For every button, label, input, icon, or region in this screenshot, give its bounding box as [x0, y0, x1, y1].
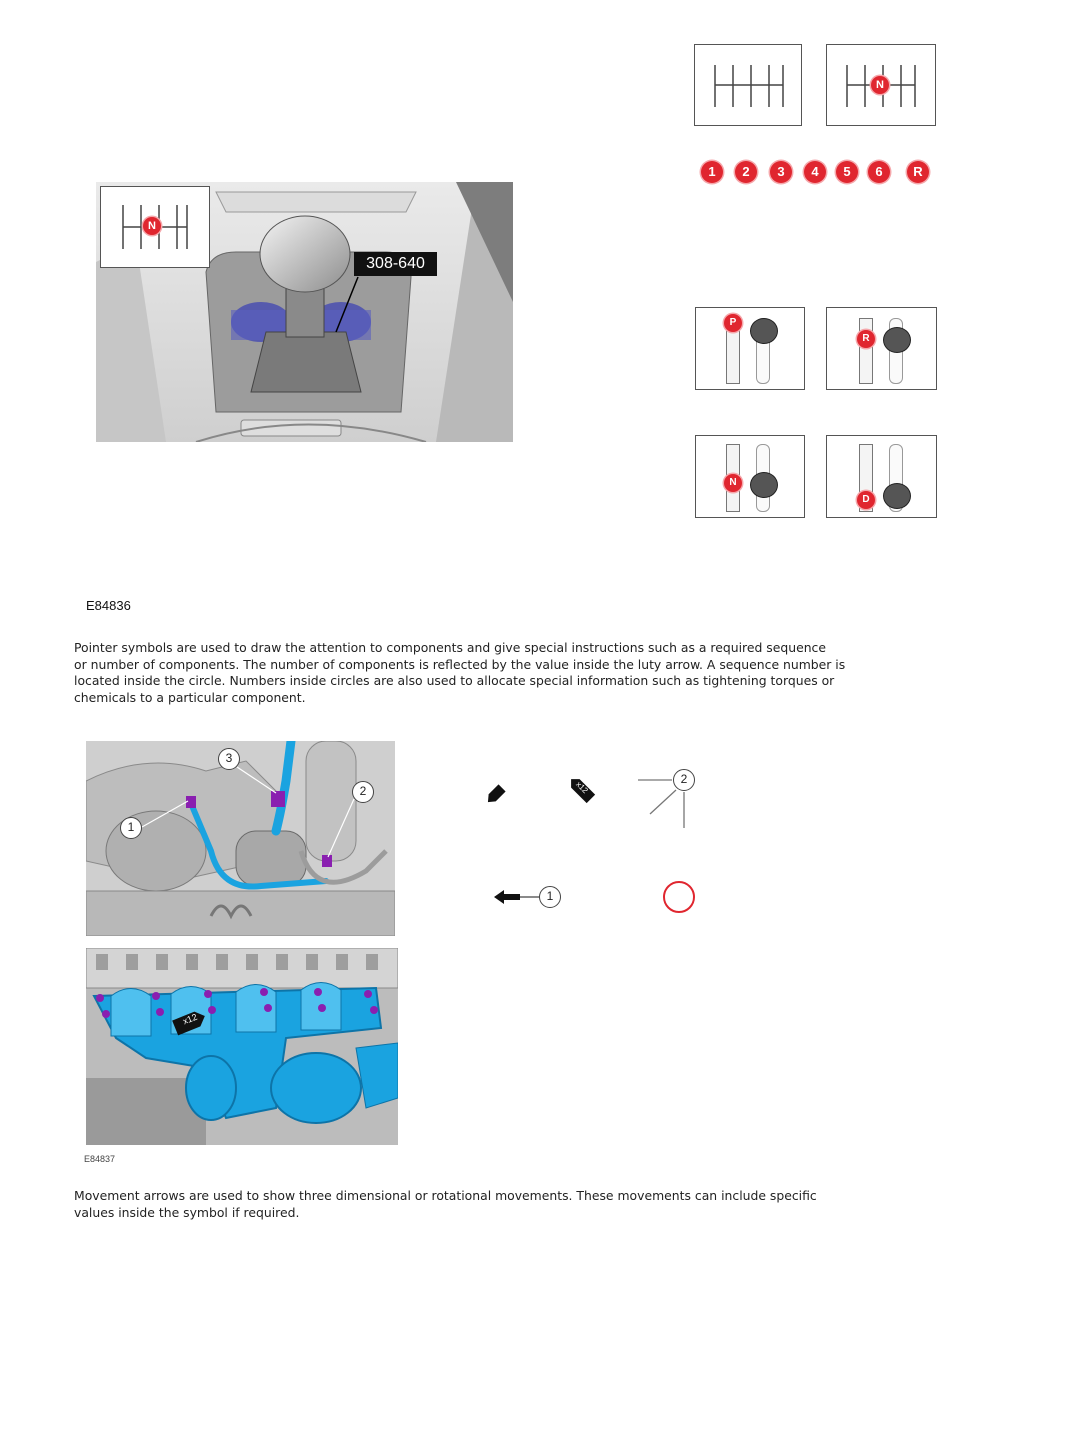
legend-callout-1: 1 — [539, 886, 561, 908]
engine-photo-bottom — [86, 948, 398, 1145]
count-arrow-icon-label: x12 — [574, 779, 590, 796]
gear-pattern-box — [694, 44, 802, 126]
selector-highlight-d: D — [857, 491, 875, 509]
gear-badge-2: 2 — [735, 161, 757, 183]
neutral-marker-badge: N — [143, 217, 161, 235]
gear-badge-5: 5 — [836, 161, 858, 183]
movement-arrow-icon — [480, 780, 510, 810]
pointer-symbols-paragraph: Pointer symbols are used to draw the attention to components and give special instructions such as a required sequence or number of components. The number of components is reflected by the value inside the luty arrow. A sequence number is located inside the circle. Numbers inside circles are also used to allocate special information such as tightening torques or chemicals to a particular component. — [74, 640, 846, 705]
gear-badge-reverse: R — [907, 161, 929, 183]
count-arrow-label: x12 — [181, 1011, 199, 1027]
figure-caption-2: E84837 — [84, 1154, 116, 1164]
selector-box-drive — [826, 435, 937, 518]
gear-badge-3: 3 — [770, 161, 792, 183]
callout-2: 2 — [352, 781, 374, 803]
gear-badge-1: 1 — [701, 161, 723, 183]
selector-box-neutral — [695, 435, 805, 518]
neutral-gate-inset — [100, 186, 210, 268]
count-arrow-icon — [563, 774, 599, 804]
callout-1: 1 — [120, 817, 142, 839]
tool-number-label: 308-640 — [354, 252, 437, 276]
neutral-marker-badge: N — [871, 76, 889, 94]
callout-3: 3 — [218, 748, 240, 770]
selector-box-park — [695, 307, 805, 390]
gear-shift-photo — [96, 182, 513, 442]
highlight-circle-icon — [663, 881, 695, 913]
legend-callout-2: 2 — [673, 769, 695, 791]
gear-pattern-neutral-box — [826, 44, 936, 126]
figure-caption-1: E84836 — [86, 598, 131, 613]
selector-highlight-p: P — [724, 314, 742, 332]
gear-badge-4: 4 — [804, 161, 826, 183]
multi-leader-callout-icon — [636, 766, 698, 830]
selector-box-reverse — [826, 307, 937, 390]
selector-highlight-n: N — [724, 474, 742, 492]
pointer-arrow-callout-icon — [492, 884, 564, 910]
gear-badge-6: 6 — [868, 161, 890, 183]
selector-highlight-r: R — [857, 330, 875, 348]
engine-photo-top — [86, 741, 395, 936]
movement-arrows-paragraph: Movement arrows are used to show three dimensional or rotational movements. These movements can include specific values inside the symbol if required. — [74, 1188, 817, 1220]
